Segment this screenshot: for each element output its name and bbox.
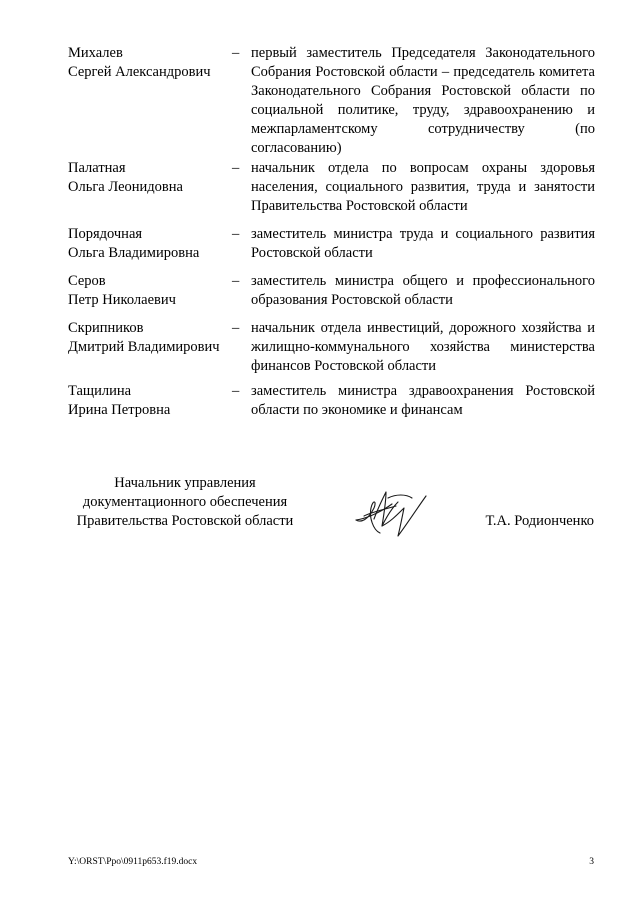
member-dash: –: [232, 383, 240, 399]
member-role: заместитель министра общего и профессионального образования Ростовской области: [251, 273, 595, 308]
member-name: [68, 382, 233, 420]
member-name: [68, 319, 233, 357]
signatory-title-line: документационного обеспечения: [82, 494, 288, 510]
member-name: [68, 272, 233, 310]
member-entry: [68, 159, 595, 216]
member-surname: Михалев: [68, 45, 123, 61]
member-role: начальник отдела инвестиций, дорожного хозяйства и жилищно-коммунального хозяйства министерства финансов Ростовской области: [251, 320, 595, 374]
signer-name: Т.А. Родионченко: [485, 513, 594, 529]
signatory-title: [60, 474, 310, 531]
member-role: заместитель министра труда и социального развития Ростовской области: [251, 226, 595, 261]
member-name: [68, 225, 233, 263]
page-number: 3: [589, 857, 594, 867]
member-name: [68, 159, 233, 197]
member-role: начальник отдела по вопросам охраны здоровья населения, социального развития, труда и занятости Правительства Ростовской области: [251, 160, 595, 214]
member-given-names: Петр Николаевич: [68, 292, 176, 308]
member-name: [68, 44, 233, 82]
member-given-names: Ольга Владимировна: [68, 245, 200, 261]
member-given-names: Дмитрий Владимирович: [68, 339, 220, 355]
member-entry: [68, 44, 595, 158]
handwritten-signature: [352, 486, 434, 542]
member-surname: Порядочная: [68, 226, 143, 242]
footer-file-path: Y:\ORST\Ppo\0911p653.f19.docx: [68, 857, 198, 867]
member-surname: Серов: [68, 273, 106, 289]
member-dash: –: [232, 273, 240, 289]
member-given-names: Ольга Леонидовна: [68, 179, 183, 195]
member-entry: [68, 382, 595, 420]
member-entry: [68, 225, 595, 263]
member-surname: Тащилина: [68, 383, 132, 399]
member-dash: –: [232, 45, 240, 61]
member-surname: Скрипников: [68, 320, 144, 336]
member-dash: –: [232, 320, 240, 336]
signatory-title-line: Правительства Ростовской области: [76, 513, 294, 529]
member-role: заместитель министра здравоохранения Ростовской области по экономике и финансам: [251, 383, 595, 418]
member-surname: Палатная: [68, 160, 126, 176]
signatory-title-line: Начальник управления: [114, 475, 256, 491]
member-entry: [68, 319, 595, 376]
member-given-names: Сергей Александрович: [68, 64, 211, 80]
member-dash: –: [232, 160, 240, 176]
member-dash: –: [232, 226, 240, 242]
member-given-names: Ирина Петровна: [68, 402, 171, 418]
member-role: первый заместитель Председателя Законодательного Собрания Ростовской области – председатель комитета Законодательного Собрания Ростовской области по социальной политике, труду, здравоохранению и межпарламентскому сотрудничеству (по согласованию): [251, 45, 595, 156]
member-entry: [68, 272, 595, 310]
